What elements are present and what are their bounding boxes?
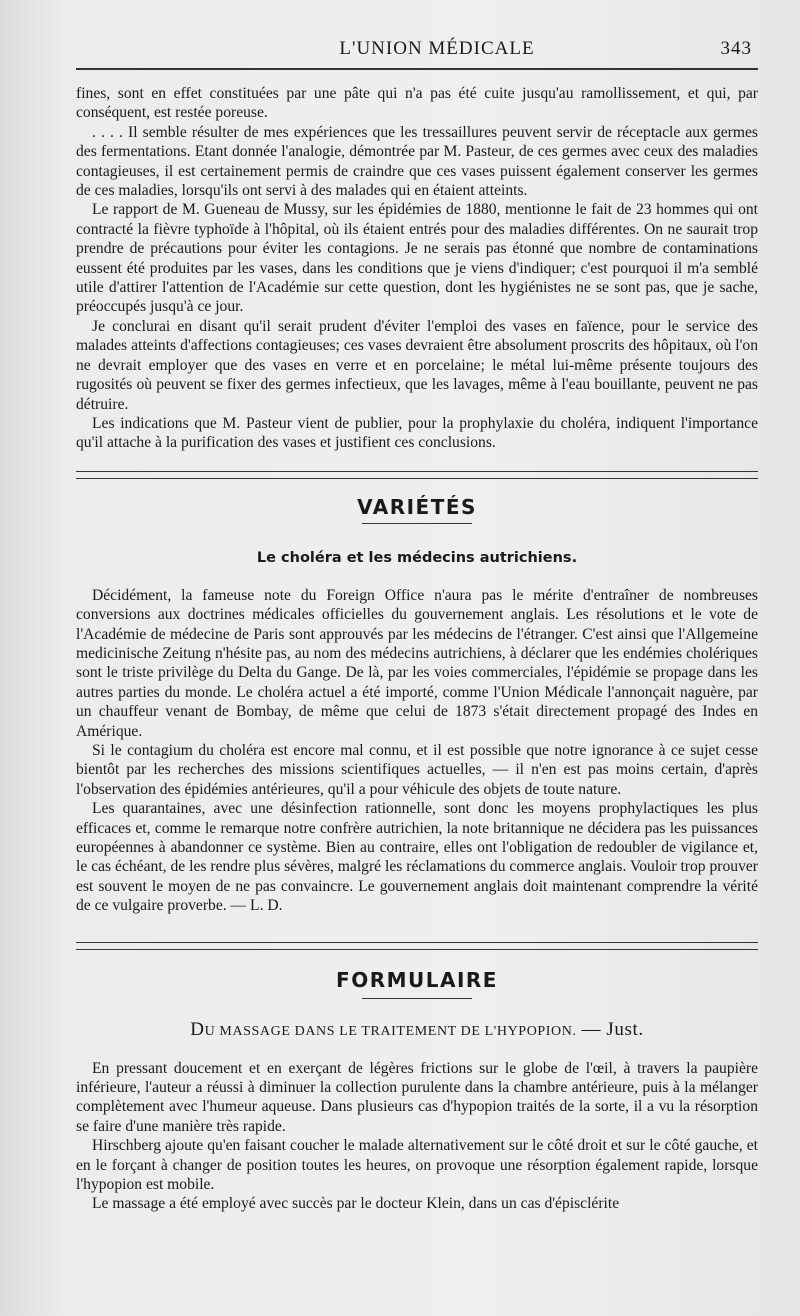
running-header (76, 30, 758, 68)
formulaire-body (76, 1059, 758, 1214)
title-underline (362, 998, 472, 999)
paragraph: Les indications que M. Pasteur vient de publier, pour la prophylaxie du choléra, indiquent l'importance qu'il attache à la purification des vases et justifient ces conclusions. (76, 414, 758, 452)
paragraph: En pressant doucement et en exerçant de légères frictions sur le globe de l'œil, à travers la paupière inférieure, l'auteur a réussi à diminuer la collection purulente dans la chambre antérieure, puis à la mélanger complètement avec l'humeur aqueuse. Dans plusieurs cas d'hypopion traités de la sorte, il a vu la résorption se faire d'une manière très rapide. (76, 1059, 758, 1135)
paragraph: Le massage a été employé avec succès par le docteur Klein, dans un cas d'épisclérite (92, 1195, 620, 1213)
varietes-subtitle: Le choléra et les médecins autrichiens. (256, 549, 578, 566)
paragraph: Les quarantaines, avec une désinfection rationnelle, sont donc les moyens prophylactiques les plus efficaces et, comme le remarque notre confrère autrichien, la note britannique ne décidera pas les puissances européennes à abandonner ce système. Bien au contraire, elles ont l'obligation de redoubler de vigilance et, le cas échéant, de les rendre plus sévères, malgré les réclamations du commerce anglais. Vouloir trop prouver est souvent le moyen de ne pas convaincre. Le gouvernement anglais doit maintenant comprendre la vérité de ce vulgaire proverbe. — L. D. (76, 800, 758, 915)
paragraph: Le rapport de M. Gueneau de Mussy, sur les épidémies de 1880, mentionne le fait de 23 hommes qui ont contracté la fièvre typhoïde à l'hôpital, où ils étaient entrés pour des maladies différentes. On ne saurait trop prendre de précautions pour éviter les contagions. Je ne serais pas étonné que nombre de contaminations eussent été produites par les vases, dans les conditions que je viens d'indiquer; c'est pourquoi il m'a semblé utile d'attirer l'attention de l'Académie sur cette question, dont les hygiénistes ne se sont pas, que je sache, préoccupés jusqu'à ce jour. (76, 201, 758, 316)
subtitle-initial: D (190, 1018, 205, 1040)
formulaire-subtitle (76, 1019, 758, 1041)
title-underline (362, 523, 472, 524)
paragraph: . . . . Il semble résulter de mes expériences que les tressaillures peuvent servir de réceptacle aux germes des fermentations. Etant donnée l'analogie, démontrée par M. Pasteur, de ces germes avec ceux des maladies contagieuses, il est certainement permis de craindre que ces vases puissent également conserver les germes de ces maladies, lorsqu'ils ont servi à des malades qui en étaient atteints. (76, 123, 758, 200)
section-title-varietes: VARIÉTÉS (357, 494, 477, 519)
paragraph: Je conclurai en disant qu'il serait prudent d'éviter l'emploi des vases en faïence, pour le service des malades atteints d'affections contagieuses; ces vases devraient être absolument proscrits des hôpitaux, où l'on ne devrait employer que des vases en verre et en porcelaine; le métal lui-même présente toujours des rugosités où peuvent se fixer des germes infectieux, que les lavages, même à l'eau bouillante, peuvent ne pas détruire. (76, 317, 758, 413)
section-divider (76, 942, 758, 950)
subtitle-author: — Just. (581, 1018, 644, 1040)
header-rule (76, 68, 758, 70)
page-number: 343 (720, 38, 752, 59)
section-divider (76, 471, 758, 479)
journal-title: L'UNION MÉDICALE (339, 38, 535, 59)
subtitle-text: U MASSAGE DANS LE TRAITEMENT DE L'HYPOPION. (204, 1023, 577, 1039)
paragraph: fines, sont en effet constituées par une pâte qui n'a pas été cuite jusqu'au ramollissement, et qui, par conséquent, est restée poreuse. (76, 85, 758, 122)
varietes-body (76, 586, 758, 916)
paragraph (76, 586, 758, 741)
article-continuation (76, 84, 758, 453)
paragraph-text: Décidément, la fameuse note du Foreign Office n'aura pas le mérite d'entraîner de nombreuses conversions aux doctrines médicales officielles du gouvernement anglais. Les résolutions et le vote de l'Académie de médecine de Paris sont approuvés par les médecins de l'étranger. C'est ainsi que l'Allgemeine medicinische Zeitung n'hésite pas, au nom des médecins autrichiens, à déclarer que les endémies cholériques sont le triste privilège du Delta du Gange. De là, par les voies commerciales, l'épidémie se propage dans les autres parties du monde. Le choléra actuel a été importé, comme l'Union Médicale l'annonçait naguère, par un chauffeur venant de Bombay, de même que celui de 1873 s'était directement propagé des Indes en Amérique. (76, 586, 758, 740)
paragraph: Hirschberg ajoute qu'en faisant coucher le malade alternativement sur le côté droit et sur le côté gauche, et en le forçant à changer de position toutes les heures, on provoque une résorption également rapide, lorsque l'hypopion est mobile. (76, 1137, 758, 1194)
paragraph: Si le contagium du choléra est encore mal connu, et il est possible que notre ignorance à ce sujet cesse bientôt par les recherches des missions scientifiques actuelles, — il n'en est pas moins certain, d'après l'observation des épidémies antérieures, qu'il a pour véhicule des objets de toute nature. (76, 741, 758, 798)
section-title-formulaire: FORMULAIRE (336, 967, 498, 992)
